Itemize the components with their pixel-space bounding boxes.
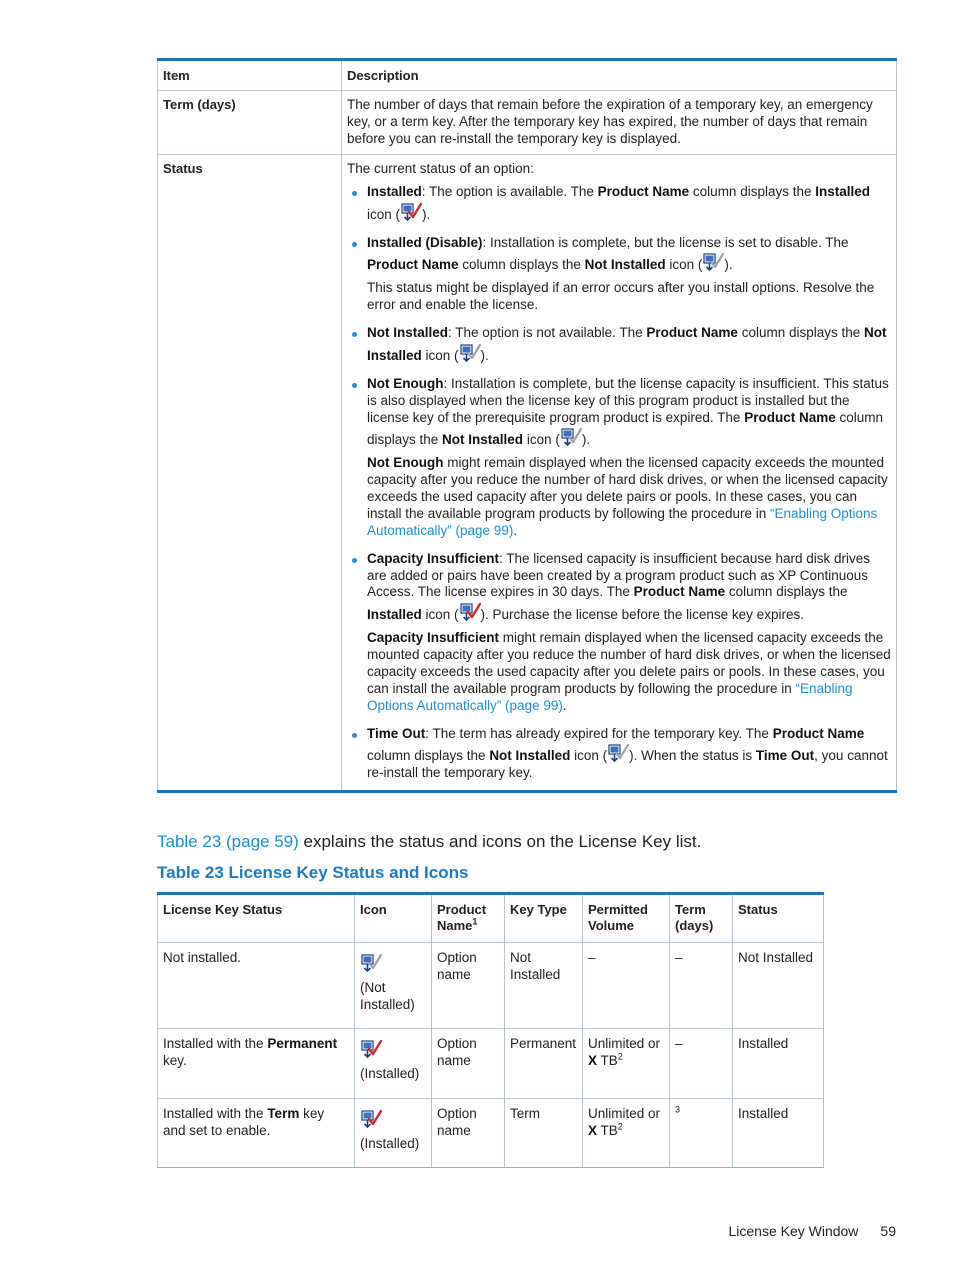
enabling-options-link[interactable]: “Enabling Options Automatically” (page 99) (367, 680, 853, 713)
page-footer (728, 1223, 896, 1241)
cell-license-key-status: Installed with the Term key and set to enable. (158, 1099, 355, 1168)
cell-term: 3 (670, 1099, 733, 1168)
cell-product-name: Option name (432, 1099, 505, 1168)
list-item: Not Installed: The option is not available. The Product Name column displays the Not Installed icon ( ). (367, 325, 891, 365)
not-installed-icon (459, 342, 481, 364)
cell-license-key-status: Installed with the Permanent key. (158, 1029, 355, 1099)
cell-key-type: Term (505, 1099, 583, 1168)
status-note: Capacity Insufficient might remain displayed when the licensed capacity exceeds the mounted capacity after you reduce the number of hard disk drives, or when the licensed capacity exceeds the used capacity after you delete pairs or pools. In these cases, you can install the available program products by following the procedure in “Enabling Options Automatically” (page 99). (367, 630, 891, 713)
cell-term: – (670, 943, 733, 1029)
status-term-capacity-insufficient: Capacity Insufficient (367, 550, 500, 566)
installed-icon (400, 201, 422, 223)
cell-product-name: Option name (432, 1029, 505, 1099)
header-term-days: Term (days) (670, 894, 733, 943)
header-permitted-volume: Permitted Volume (583, 894, 670, 943)
not-installed-icon (607, 742, 629, 764)
cell-permitted-volume: Unlimited or X $TB^2$ (583, 1029, 670, 1099)
table-row (158, 1099, 824, 1168)
installed-icon (459, 601, 481, 623)
list-item: Installed: The option is available. The Product Name column displays the Installed icon ( ). (367, 184, 891, 224)
table-caption: Table 23 License Key Status and Icons (157, 863, 469, 882)
footer-section-title: License Key Window (728, 1223, 859, 1239)
cell-term: – (670, 1029, 733, 1099)
license-key-status-table (157, 892, 824, 1168)
header-icon: Icon (355, 894, 432, 943)
cell-key-type: Permanent (505, 1029, 583, 1099)
enabling-options-link[interactable]: “Enabling Options Automatically” (page 99) (367, 505, 878, 538)
header-status: Status (733, 894, 824, 943)
status-term-not-installed: Not Installed (367, 325, 449, 340)
status-list (347, 184, 891, 782)
installed-icon (360, 1108, 382, 1130)
list-item: Time Out: The term has already expired for the temporary key. The Product Name column displays the Not Installed icon ( ). When the status is Time Out, you cannot re-install the temporary key. (367, 726, 891, 783)
row-item-term: Term (days) (158, 91, 342, 155)
status-note: Not Enough might remain displayed when the licensed capacity exceeds the mounted capacity after you reduce the number of hard disk drives, or when the licensed capacity exceeds the used capacity after you delete pairs or pools. In these cases, you can install the available program products by following the procedure in “Enabling Options Automatically” (page 99). (367, 455, 888, 538)
table-intro: Table 23 (page 59) explains the status and icons on the License Key list. (157, 832, 702, 851)
table-row (158, 1029, 824, 1099)
cell-status: Not Installed (733, 943, 824, 1029)
list-item: Installed (Disable): Installation is complete, but the license is set to disable. The Product Name column displays the Not Installed icon ( ). This status might be displayed if an error occurs after you install options. Resolve the error and enable the license. (367, 235, 891, 315)
status-note: This status might be displayed if an error occurs after you install options. Resolve the error and enable the license. (367, 280, 875, 313)
status-term-installed-disable: Installed (Disable) (367, 234, 483, 250)
cell-status: Installed (733, 1029, 824, 1099)
table-header-row (158, 894, 824, 943)
list-item: Capacity Insufficient: The licensed capacity is insufficient because hard disk drives are added or pairs have been created by a program product such as XP Continuous Access. The license expires in 30 days. The Product Name column displays the Installed icon ( ). Purchase the license before the license key expires. Capacity Insufficient might remain displayed when the licensed capacity exceeds the mounted capacity after you reduce the number of hard disk drives, or when the licensed capacity exceeds the used capacity after you delete pairs or pools. In these cases, you can install the available program products by following the procedure in “Enabling Options Automatically” (page 99). (367, 550, 891, 713)
row-description-term: The number of days that remain before the expiration of a temporary key, an emergency key, or a term key. After the temporary key has expired, the number of days that remain before you can re-install the temporary key is displayed. (342, 91, 897, 155)
table-header-row (158, 60, 897, 91)
row-item-status: Status (158, 154, 342, 791)
header-license-key-status: License Key Status (158, 894, 355, 943)
cell-key-type: Not Installed (505, 943, 583, 1029)
page-number: 59 (880, 1223, 896, 1239)
cell-license-key-status: Not installed. (158, 943, 355, 1029)
table-23-link[interactable]: Table 23 (page 59) (157, 832, 299, 851)
installed-icon (360, 1038, 382, 1060)
status-intro: The current status of an option: (347, 160, 534, 176)
header-key-type: Key Type (505, 894, 583, 943)
cell-permitted-volume: – (583, 943, 670, 1029)
status-term-not-enough: Not Enough (367, 375, 444, 391)
cell-icon: (Not Installed) (355, 943, 432, 1029)
not-installed-icon (560, 426, 582, 448)
table-row (158, 91, 897, 155)
not-installed-icon (702, 251, 724, 273)
table-row (158, 943, 824, 1029)
cell-icon: (Installed) (355, 1029, 432, 1099)
header-description: Description (342, 60, 897, 91)
cell-icon: (Installed) (355, 1099, 432, 1168)
status-term-time-out: Time Out (367, 725, 426, 741)
cell-product-name: Option name (432, 943, 505, 1029)
status-term-installed: Installed (367, 183, 422, 199)
not-installed-icon (360, 952, 382, 974)
item-description-table (157, 58, 897, 793)
row-description-status (342, 154, 897, 791)
cell-status: Installed (733, 1099, 824, 1168)
list-item: Not Enough: Installation is complete, but the license capacity is insufficient. This status is also displayed when the license key of this program product is installed but the license key of the prerequisite program product is expired. The Product Name column displays the Not Installed icon ( ). Not Enough might remain displayed when the licensed capacity exceeds the mounted capacity after you reduce the number of hard disk drives, or when the licensed capacity exceeds the used capacity after you delete pairs or pools. In these cases, you can install the available program products by following the procedure in “Enabling Options Automatically” (page 99). (367, 376, 891, 540)
header-product-name: Product Name$^1$ (432, 894, 505, 943)
cell-permitted-volume: Unlimited or X $TB^2$ (583, 1099, 670, 1168)
table-row (158, 154, 897, 791)
header-item: Item (158, 60, 342, 91)
